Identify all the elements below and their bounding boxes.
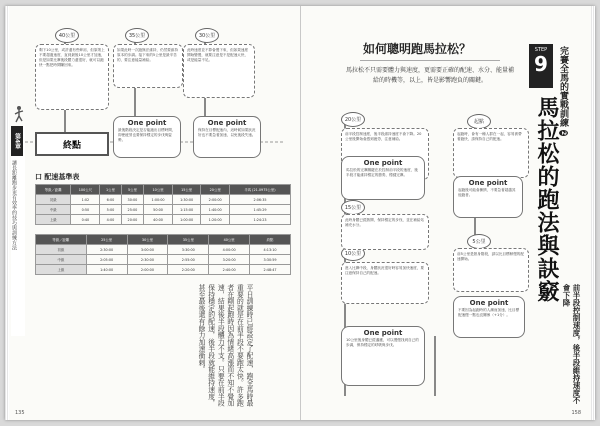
table-cell: 1:40:00	[201, 205, 230, 215]
table-cell: 4:00:00	[209, 245, 250, 255]
table-cell: 5:00	[100, 205, 121, 215]
table-cell: 中級	[36, 255, 87, 265]
table-row	[36, 245, 291, 255]
one-point-text: 不要因為起跑時的人潮而加速，比目標配速慢一點也沒關係（+1分）。	[458, 308, 520, 317]
table-header-cell: 30公里	[127, 235, 168, 245]
badge-35km: 35公里	[125, 28, 149, 43]
table-cell: 2:40:00	[209, 265, 250, 275]
table-cell: 40:00	[144, 215, 173, 225]
box-10km: 進入比賽中段，身體狀況很好時容易加快速度，要注意保持自己的配速。	[341, 262, 429, 304]
table-cell: 1:02	[71, 195, 100, 205]
table-cell: 上級	[36, 215, 71, 225]
step-badge	[529, 44, 553, 88]
pace-table-2	[35, 234, 291, 275]
table-header-cell: 半馬 (21.0975公里)	[229, 185, 290, 195]
table-title: 口 配速基準表	[35, 173, 80, 181]
one-point-title: One point	[469, 299, 509, 307]
table-row	[36, 255, 291, 265]
table-cell: 中級	[36, 205, 71, 215]
one-point-text: 起跑後可能會擁擠，不要急著超越其他跑者。	[458, 188, 516, 197]
table-cell: 1:00:00	[144, 195, 173, 205]
table-cell: 3:00:00	[127, 245, 168, 255]
table-header-cell: 5公里	[121, 185, 144, 195]
table-cell: 20:00	[121, 215, 144, 225]
subtitle-text: 完賽全馬的實戰訓練	[558, 46, 568, 127]
runner-icon	[14, 106, 24, 124]
one-point-right-b	[453, 176, 523, 218]
badge-5km: 5公里	[467, 234, 491, 249]
table-cell: 2:00:00	[127, 265, 168, 275]
table-row	[36, 195, 291, 205]
page-edge-right	[591, 6, 595, 420]
table-cell: 1:30:00	[172, 195, 201, 205]
table-header-cell: 等級／距離	[36, 235, 87, 245]
box-start: 起跑時，會有一種人群在一起，容易被帶著跑快，請保持自己的配速。	[453, 128, 529, 178]
box-30km: 此時速度並不算會慢下來，但如果速度開始變慢，就要注意是不是配速太快，或是能量不足。	[183, 44, 255, 98]
table-cell: 1:24:23	[229, 215, 290, 225]
book-spread	[5, 6, 595, 420]
table-header-cell: 100公尺	[71, 185, 100, 195]
chapter-label: 第4章	[11, 126, 23, 156]
box-5km: 前5公里是熱身階段，請以比目標稍慢的配速開始。	[453, 248, 529, 292]
pace-table-1	[35, 184, 291, 225]
one-point-title: One point	[363, 159, 403, 167]
table-cell: 上級	[36, 265, 87, 275]
box-40km: 剩下10公里，或許還有些餘裕，但原則上不要超過速度，直到最後10公里才加速，但是如果比賽後段體力還很好，就可以跑快一點把時間賺回來。	[35, 44, 109, 110]
one-point-text: 10公里後身體已經適應，可以慢慢找到自己的步調，保持穩定的呼吸與步伐。	[346, 338, 419, 347]
one-point-title: One point	[207, 119, 247, 127]
table-cell: 3:30:00	[168, 245, 209, 255]
table-cell: 1:45:29	[229, 205, 290, 215]
badge-15km: 15公里	[341, 200, 365, 215]
one-point-text: 馬拉松的完賽關鍵在於控制前半段的速度，後半段才能維持穩定的節奏，穩健完賽。	[346, 168, 418, 177]
main-title: 馬拉松的跑法與訣竅	[534, 96, 559, 303]
table-cell: 0:50	[71, 205, 100, 215]
box-35km: 如果此時一次跑無法維持，仍然要維持原本的步調。接下來的5公里是最辛苦的，要注意能量補給。	[113, 44, 183, 88]
table-cell: 初級	[36, 245, 87, 255]
badge-40km: 40公里	[55, 28, 79, 43]
table-cell: 30:00	[121, 195, 144, 205]
one-point-text: 最後階段決定是否能跑出目標時間，即使疲勞也要保持穩定的步伐與姿勢。	[118, 128, 176, 142]
badge-start: 起點	[467, 114, 491, 129]
table-header-cell: 1公里	[100, 185, 121, 195]
box-20km: 前半段控制速度，後半段維持速度不會下降。20公里後開始會感到疲勞，注意補給。	[341, 128, 429, 180]
table-header-cell: 等級／距離	[36, 185, 71, 195]
table-cell: 初級	[36, 195, 71, 205]
table-header-cell: 25公里	[86, 235, 127, 245]
table-cell: 2:55:00	[168, 255, 209, 265]
table-cell: 0:40	[71, 215, 100, 225]
one-point-title: One point	[363, 329, 403, 337]
chapter-title-vertical: 讓長距離跑步更有效率的技巧與訓練方法	[11, 160, 17, 250]
one-point-left-1	[113, 116, 181, 158]
badge-30km: 30公里	[195, 28, 219, 43]
badge-20km: 20公里	[341, 112, 365, 127]
page-number-right: 158	[571, 410, 581, 416]
table-cell: 2:30:00	[127, 255, 168, 265]
table-header-cell: 35公里	[168, 235, 209, 245]
title-rule	[360, 60, 500, 61]
table-header-cell: 15公里	[172, 185, 201, 195]
finish-label: 終點	[35, 132, 109, 156]
table-cell: 2:20:00	[168, 265, 209, 275]
table-cell: 2:48:47	[250, 265, 291, 275]
one-point-left-2	[193, 116, 261, 158]
table-header-cell: 終點	[250, 235, 291, 245]
table-cell: 3:20:00	[209, 255, 250, 265]
step-number: 9	[534, 52, 548, 76]
section-heading: 前半段控制速度，後半段維持速度不會下降	[562, 284, 581, 404]
step-label: STEP	[534, 47, 548, 53]
table-cell: 1:00:00	[172, 215, 201, 225]
table-cell: 1:15:00	[172, 205, 201, 215]
table-cell: 3:30:59	[250, 255, 291, 265]
table-cell: 2:05:00	[86, 255, 127, 265]
table-header-cell: 10公里	[144, 185, 173, 195]
chapter-side-tab	[11, 126, 25, 336]
table-cell: 6:00	[100, 195, 121, 205]
table-cell: 2:00:00	[201, 195, 230, 205]
table-cell: 2:30:00	[86, 245, 127, 255]
badge-10km: 10公里	[341, 246, 365, 261]
subtitle-number: 2	[560, 131, 567, 136]
body-text: 平日訓練時已經設定了配速，跑全馬時最重要的就是在前半段不要跑太快。許多跑者在剛起跑時因為情緒高漲而不知不覺加速，結果後半段體力不支。只要在前半段保持穩定的配速，後半段就能維持速度，甚至最後還有餘力加速衝刺。	[197, 284, 253, 407]
one-point-title: One point	[468, 179, 508, 187]
one-point-right-a	[341, 156, 425, 200]
one-point-text: 保持在目標配速內，這時候如果狀況好也不要急著加速，以免後段失速。	[198, 128, 256, 137]
box-15km: 此時身體已經熱開，保持穩定的步伐，並在補給站補充水分。	[341, 214, 429, 250]
table-cell: 1:40:00	[86, 265, 127, 275]
table-cell: 25:00	[121, 205, 144, 215]
one-point-title: One point	[127, 119, 167, 127]
table-row	[36, 205, 291, 215]
table-header-cell: 40公里	[209, 235, 250, 245]
table-header-cell: 20公里	[201, 185, 230, 195]
table-row	[36, 215, 291, 225]
intro-text: 馬拉松不只需要體力與速度，更需要正確的配速、水分、能量補給的時機等，以上，皆是影響跑負的關鍵。	[345, 67, 514, 84]
one-point-right-c	[341, 326, 425, 386]
table-cell: 50:00	[144, 205, 173, 215]
table-cell: 4:13:10	[250, 245, 291, 255]
gutter	[300, 6, 301, 420]
table-cell: 2:06:35	[229, 195, 290, 205]
one-point-right-d	[453, 296, 525, 338]
table-cell: 1:20:00	[201, 215, 230, 225]
table-row	[36, 265, 291, 275]
page-number-left: 135	[15, 410, 25, 416]
table-cell: 4:00	[100, 215, 121, 225]
page-title: 如何聰明跑馬拉松？	[363, 42, 472, 56]
